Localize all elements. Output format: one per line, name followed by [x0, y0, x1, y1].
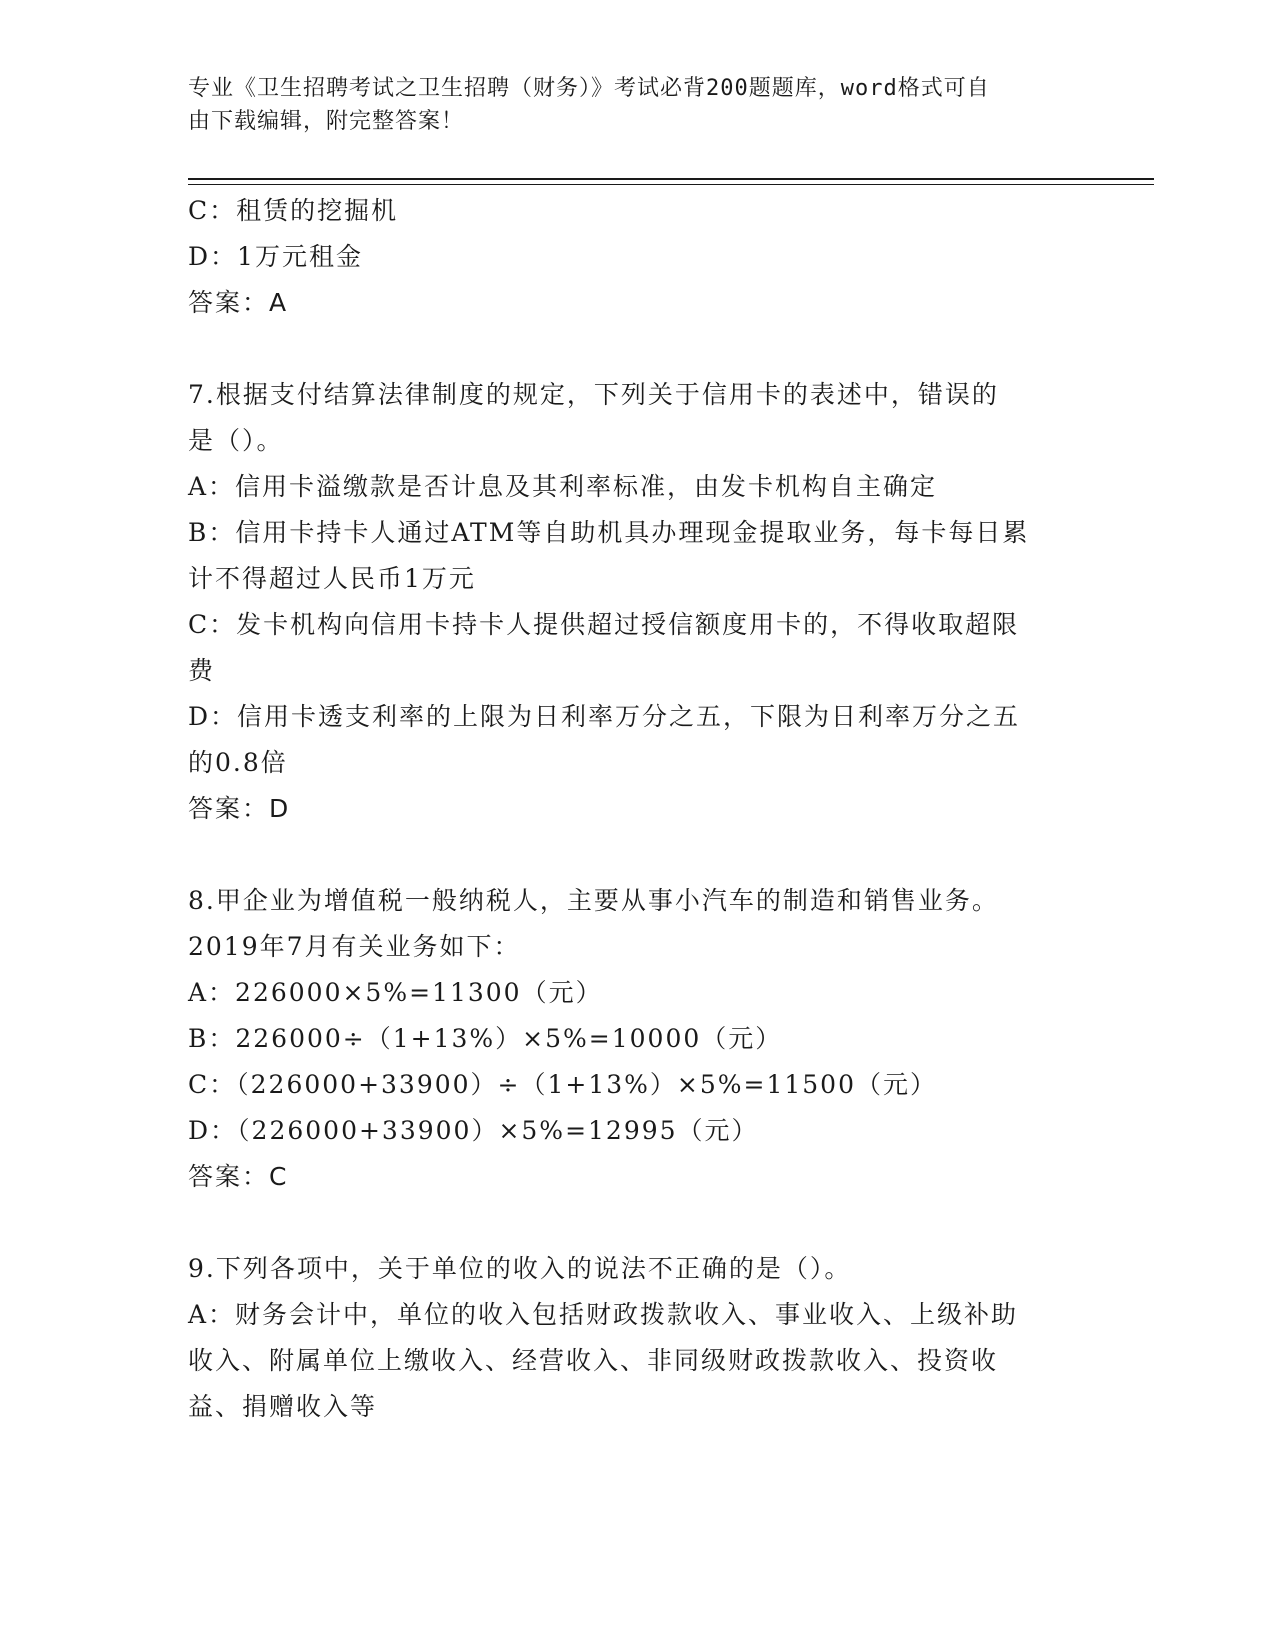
question-stem: 7.根据支付结算法律制度的规定，下列关于信用卡的表述中，错误的	[188, 380, 999, 409]
option-b-cont: 计不得超过人民币1万元	[188, 564, 476, 593]
question-stem: 9.下列各项中，关于单位的收入的说法不正确的是（）。	[188, 1254, 852, 1283]
question-9	[188, 1246, 1088, 1430]
answer-label: 答案：D	[188, 794, 291, 823]
option-b: B：226000÷（1+13%）×5%=10000（元）	[188, 1024, 783, 1053]
header-line-1: 专业《卫生招聘考试之卫生招聘（财务）》考试必背200题题库，word格式可自	[188, 76, 990, 101]
option-d: D：1万元租金	[188, 242, 363, 271]
option-c-cont: 费	[188, 656, 216, 685]
document-header	[188, 72, 1068, 138]
header-divider-thick	[188, 178, 1154, 180]
option-a: A：信用卡溢缴款是否计息及其利率标准，由发卡机构自主确定	[188, 472, 938, 501]
question-stem-cont: 2019年7月有关业务如下：	[188, 932, 521, 961]
option-b: B：信用卡持卡人通过ATM等自助机具办理现金提取业务，每卡每日累	[188, 518, 1030, 547]
option-d: D：（226000+33900）×5%=12995（元）	[188, 1116, 759, 1145]
header-divider-thin	[188, 184, 1154, 185]
spacer	[188, 1200, 1088, 1246]
question-content	[188, 188, 1088, 1430]
answer-label: 答案：A	[188, 288, 289, 317]
option-a-cont: 收入、附属单位上缴收入、经营收入、非同级财政拨款收入、投资收	[188, 1346, 999, 1375]
question-6	[188, 188, 1088, 326]
spacer	[188, 832, 1088, 878]
option-d: D：信用卡透支利率的上限为日利率万分之五，下限为日利率万分之五	[188, 702, 1021, 731]
header-line-2: 由下载编辑，附完整答案！	[188, 109, 465, 134]
option-a-cont: 益、捐赠收入等	[188, 1392, 378, 1421]
option-d-cont: 的0.8倍	[188, 748, 288, 777]
option-c: C：租赁的挖掘机	[188, 196, 399, 225]
option-a: A：财务会计中，单位的收入包括财政拨款收入、事业收入、上级补助	[188, 1300, 1019, 1329]
question-8	[188, 878, 1088, 1200]
question-7	[188, 372, 1088, 832]
question-stem-cont: 是（）。	[188, 426, 284, 455]
answer-label: 答案：C	[188, 1162, 289, 1191]
spacer	[188, 326, 1088, 372]
option-a: A：226000×5%=11300（元）	[188, 978, 603, 1007]
option-c: C：（226000+33900）÷（1+13%）×5%=11500（元）	[188, 1070, 937, 1099]
question-stem: 8.甲企业为增值税一般纳税人，主要从事小汽车的制造和销售业务。	[188, 886, 999, 915]
option-c: C：发卡机构向信用卡持卡人提供超过授信额度用卡的，不得收取超限	[188, 610, 1020, 639]
